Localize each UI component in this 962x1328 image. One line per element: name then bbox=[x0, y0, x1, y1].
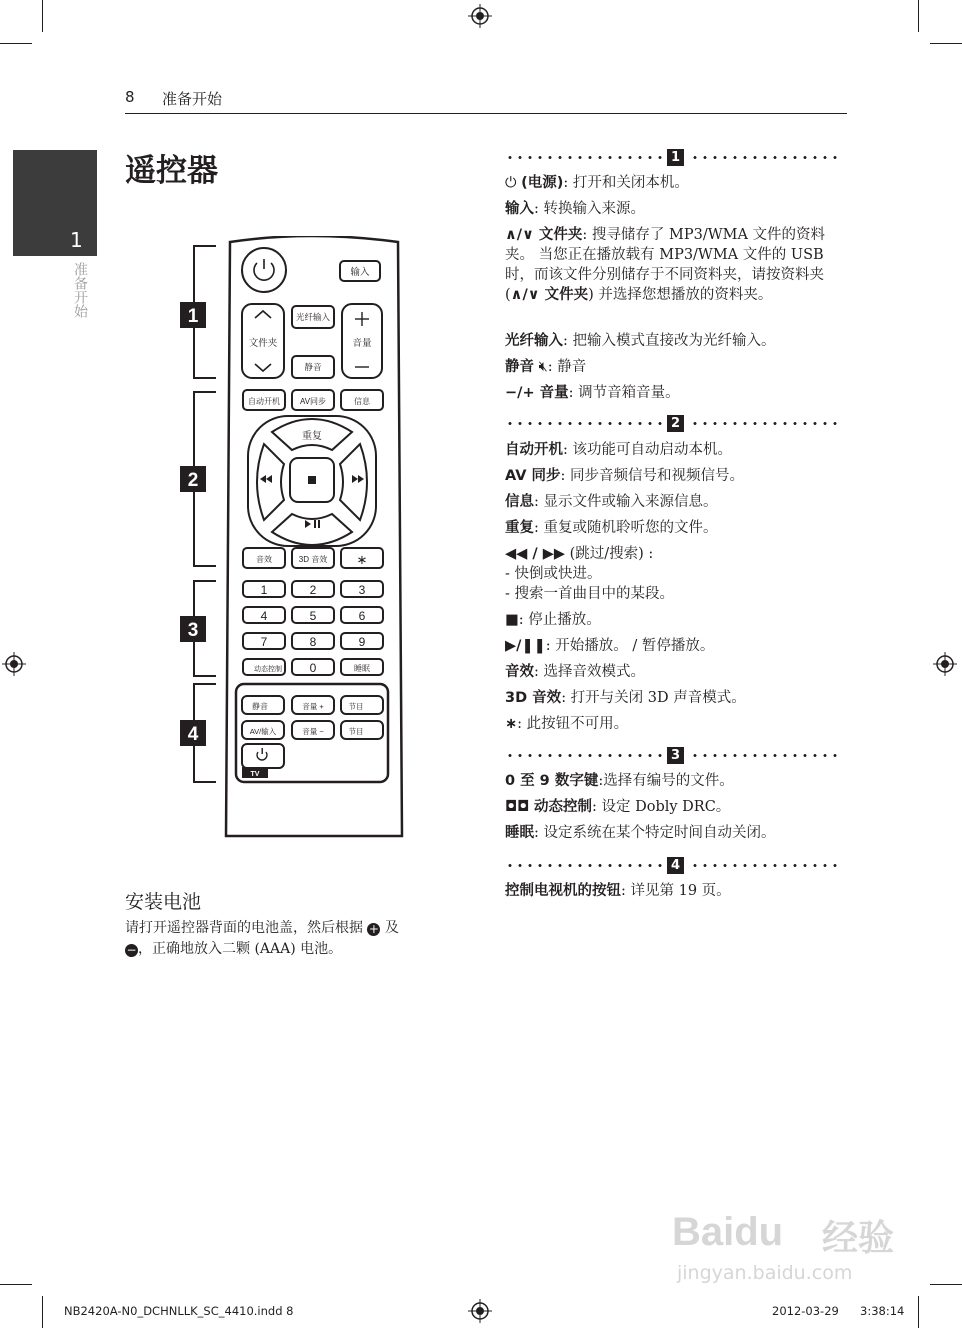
desc-sleep: 睡眠: 设定系统在某个特定时间自动关闭。 bbox=[505, 825, 776, 841]
section-number: 1 bbox=[667, 149, 684, 166]
chapter-tab-label: 准备开始 bbox=[72, 262, 88, 318]
battery-line1: 请打开遥控器背面的电池盖，然后根据 bbox=[125, 920, 363, 936]
registration-mark-icon bbox=[2, 652, 26, 676]
desc-volume: −/+ 音量: 调节音箱音量。 bbox=[505, 385, 680, 401]
dolby-icon: ◘◘ bbox=[505, 799, 530, 815]
remote-label-auto: 自动开机 bbox=[248, 397, 280, 406]
crop-mark bbox=[918, 0, 919, 32]
remote-group-label: 3 bbox=[187, 620, 199, 641]
remote-digit: 0 bbox=[309, 661, 317, 675]
desc-3d: 3D 音效: 打开与关闭 3D 声音模式。 bbox=[505, 690, 746, 706]
section-divider bbox=[505, 857, 840, 873]
chapter-tab bbox=[13, 150, 97, 256]
remote-label-avsync: AV同步 bbox=[299, 397, 327, 406]
section-number: 2 bbox=[667, 415, 684, 432]
desc-auto-power: 自动开机: 该功能可自动启动本机。 bbox=[505, 442, 732, 458]
header-rule bbox=[125, 113, 847, 114]
remote-label-input: 输入 bbox=[350, 267, 370, 278]
desc-av-sync: AV 同步: 同步音频信号和视频信号。 bbox=[505, 468, 745, 484]
remote-label-info: 信息 bbox=[354, 397, 370, 406]
crop-mark bbox=[930, 1284, 962, 1285]
remote-digit: 6 bbox=[358, 609, 366, 623]
desc-skip: ◀◀ / ▶▶ (跳过/搜索) : bbox=[505, 546, 654, 562]
footer-file: NB2420A-N0_DCHNLLK_SC_4410.indd 8 bbox=[64, 1304, 294, 1318]
desc-skip-2: - 搜索一首曲目中的某段。 bbox=[505, 586, 675, 602]
desc-digits: 0 至 9 数字键:选择有编号的文件。 bbox=[505, 773, 734, 789]
remote-label-tv-prog-down: 节目 bbox=[348, 727, 364, 736]
mute-icon: 🔇︎ bbox=[538, 359, 548, 375]
desc-mute: 静音 🔇︎: 静音 bbox=[505, 359, 587, 375]
desc-input: 输入: 转换输入来源。 bbox=[505, 201, 645, 217]
remote-digit: 1 bbox=[260, 583, 268, 597]
remote-label-sleep: 睡眠 bbox=[354, 664, 370, 673]
desc-folder: ∧/∨ 文件夹: 搜寻储存了 MP3/WMA 文件的资料夹。 当您正在播放载有 MP3/WMA 文件的 USB 时，而该文件分别储存于不同资料夹，请按资料夹 (∧/∨ 文件夹) 并选择您想播放的资料夹。 bbox=[505, 227, 826, 303]
remote-label-optical: 光纤输入 bbox=[295, 312, 331, 322]
watermark-brand: Baidu bbox=[672, 1210, 784, 1254]
remote-label-star: ∗ bbox=[356, 552, 368, 567]
remote-label-dynamic: 动态控制 bbox=[254, 666, 282, 673]
remote-group-label: 1 bbox=[187, 306, 199, 327]
section-divider bbox=[505, 415, 840, 431]
desc-power: ⏻ (电源): 打开和关闭本机。 bbox=[505, 175, 689, 191]
remote-digit: 5 bbox=[309, 609, 317, 623]
remote-label-tv-vol-up: 音量 + bbox=[302, 702, 324, 711]
remote-label-sound: 音效 bbox=[256, 555, 272, 564]
remote-digit: 9 bbox=[358, 635, 366, 649]
remote-label-mute: 静音 bbox=[304, 362, 322, 372]
section-number: 3 bbox=[667, 747, 684, 764]
crop-mark bbox=[42, 1296, 43, 1328]
minus-circle-icon: − bbox=[126, 943, 137, 957]
remote-digit: 2 bbox=[309, 583, 317, 597]
remote-label-folder: 文件夹 bbox=[248, 338, 278, 349]
watermark-brand-cn: 经验 bbox=[822, 1218, 895, 1259]
section-divider bbox=[505, 747, 840, 763]
running-header: 准备开始 bbox=[162, 90, 223, 108]
battery-line1-tail: 及 bbox=[384, 920, 399, 936]
desc-skip-1: - 快倒或快进。 bbox=[505, 566, 602, 582]
crop-mark bbox=[930, 43, 962, 44]
desc-tv-buttons: 控制电视机的按钮: 详见第 19 页。 bbox=[505, 883, 731, 899]
watermark bbox=[672, 1180, 902, 1290]
watermark-url: jingyan.baidu.com bbox=[677, 1262, 853, 1284]
crop-mark bbox=[42, 0, 43, 32]
footer-date: 2012-03-29 bbox=[772, 1304, 839, 1318]
desc-star: ∗: 此按钮不可用。 bbox=[505, 716, 629, 732]
page-number: 8 bbox=[125, 88, 135, 106]
section-number: 4 bbox=[667, 857, 684, 874]
desc-play: ▶/❚❚: 开始播放。 / 暂停播放。 bbox=[505, 638, 715, 654]
chapter-tab-number: 1 bbox=[70, 228, 83, 252]
remote-label-tv-prog-up: 节目 bbox=[348, 702, 364, 711]
desc-info: 信息: 显示文件或输入来源信息。 bbox=[505, 494, 718, 510]
crop-mark bbox=[0, 43, 32, 44]
remote-label-3d: 3D 音效 bbox=[298, 555, 328, 564]
registration-mark-icon bbox=[468, 4, 492, 28]
desc-sound-effect: 音效: 选择音效模式。 bbox=[505, 664, 645, 680]
desc-repeat: 重复: 重复或随机聆听您的文件。 bbox=[505, 520, 718, 536]
power-icon: ⏻ bbox=[505, 175, 517, 191]
page-title: 遥控器 bbox=[125, 153, 218, 189]
desc-optical: 光纤输入: 把输入模式直接改为光纤输入。 bbox=[505, 333, 776, 349]
remote-digit: 8 bbox=[309, 635, 317, 649]
remote-control-illustration bbox=[180, 236, 405, 840]
remote-digit: 4 bbox=[260, 609, 268, 623]
battery-line2: ，正确地放入二颗 (AAA) 电池。 bbox=[138, 941, 343, 957]
desc-dynamic: ◘◘ 动态控制: 设定 Dobly DRC。 bbox=[505, 799, 731, 815]
remote-digit: 3 bbox=[358, 583, 366, 597]
plus-circle-icon: + bbox=[368, 922, 379, 936]
crop-mark bbox=[918, 1296, 919, 1328]
remote-label-volume: 音量 bbox=[352, 338, 372, 349]
footer-time: 3:38:14 bbox=[860, 1304, 905, 1318]
remote-label-tv: TV bbox=[250, 771, 260, 778]
remote-label-tv-av: AV/输入 bbox=[249, 727, 277, 736]
remote-label-tv-mute: 静音 bbox=[252, 702, 268, 711]
registration-mark-icon bbox=[933, 652, 957, 676]
desc-stop: ■: 停止播放。 bbox=[505, 612, 601, 628]
remote-label-repeat: 重复 bbox=[302, 431, 322, 442]
battery-body bbox=[125, 918, 465, 960]
remote-group-label: 4 bbox=[187, 724, 199, 745]
battery-heading: 安装电池 bbox=[125, 891, 202, 913]
registration-mark-icon bbox=[468, 1299, 492, 1323]
section-divider bbox=[505, 149, 840, 165]
remote-group-label: 2 bbox=[187, 470, 199, 491]
crop-mark bbox=[0, 1284, 32, 1285]
remote-label-tv-vol-down: 音量 − bbox=[302, 727, 324, 736]
remote-digit: 7 bbox=[260, 635, 268, 649]
